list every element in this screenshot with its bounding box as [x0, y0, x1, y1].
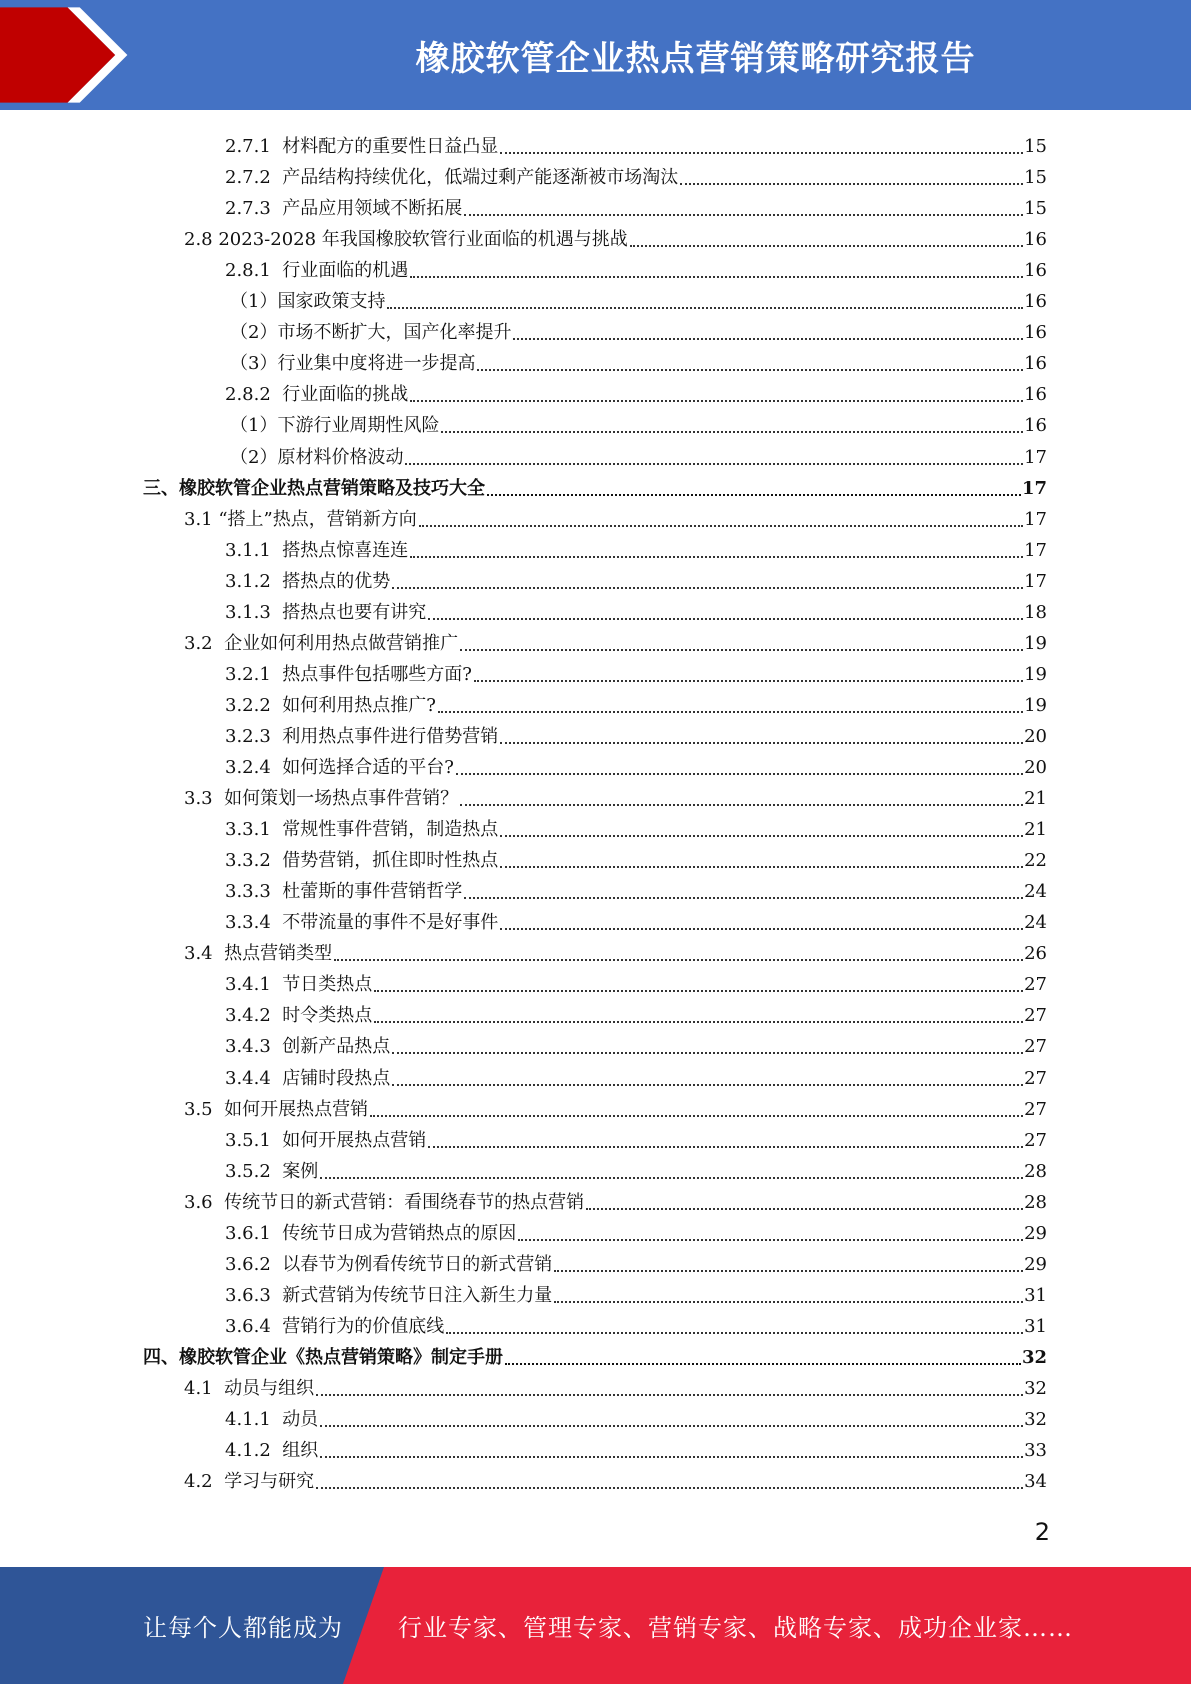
toc-dot-leader [500, 866, 1023, 868]
toc-dot-leader [500, 928, 1023, 930]
toc-dot-leader [554, 1301, 1023, 1303]
toc-entry-page: 32 [1024, 1409, 1047, 1431]
toc-entry-title: （3）行业集中度将进一步提高 [230, 353, 476, 375]
toc-entry-title: 4.1.2 组织 [225, 1440, 319, 1462]
toc-dot-leader [410, 556, 1023, 558]
toc-entry[interactable] [225, 1027, 1047, 1058]
toc-entry[interactable] [225, 1121, 1047, 1152]
toc-entry-title: 2.7.1 材料配方的重要性日益凸显 [225, 136, 499, 157]
toc-entry-page: 28 [1024, 1191, 1047, 1213]
toc-entry[interactable] [225, 1400, 1047, 1431]
toc-entry-title: 3.4.1 节日类热点 [225, 974, 373, 996]
toc-entry-title: 3.3.4 不带流量的事件不是好事件 [225, 912, 499, 934]
toc-entry-title: 3.6.2 以春节为例看传统节日的新式营销 [225, 1253, 553, 1275]
toc-dot-leader [320, 1177, 1023, 1179]
footer-slogan-left: 让每个人都能成为 [143, 1614, 343, 1642]
toc-entry-title: （2）市场不断扩大，国产化率提升 [230, 322, 512, 344]
header-arrow-decoration [0, 0, 130, 110]
toc-entry-page: 34 [1024, 1471, 1047, 1493]
toc-entry-page: 32 [1024, 1378, 1047, 1399]
toc-entry[interactable] [230, 406, 1047, 437]
toc-entry-title: 3.2.1 热点事件包括哪些方面? [225, 663, 472, 685]
toc-dot-leader [464, 897, 1023, 899]
toc-entry[interactable] [184, 500, 1047, 531]
toc-entry-title: 3.5.1 如何开展热点营销 [225, 1129, 427, 1151]
toc-entry[interactable] [225, 1059, 1047, 1090]
toc-dot-leader [320, 1425, 1023, 1427]
toc-entry-page: 24 [1024, 912, 1047, 934]
toc-entry-title: 3.6.1 传统节日成为营销热点的原因 [225, 1222, 517, 1244]
toc-entry[interactable] [184, 779, 1047, 810]
toc-dot-leader [500, 152, 1023, 154]
toc-entry-title: 2.7.2 产品结构持续优化，低端过剩产能逐渐被市场淘汰 [225, 167, 679, 189]
toc-dot-leader [428, 1146, 1023, 1148]
toc-dot-leader [460, 804, 1023, 806]
toc-entry-page: 15 [1024, 136, 1047, 157]
toc-entry[interactable] [225, 872, 1047, 903]
toc-entry-page: 18 [1024, 601, 1047, 623]
toc-entry-page: 21 [1024, 788, 1047, 810]
toc-entry-title: 3.4.3 创新产品热点 [225, 1036, 391, 1058]
toc-dot-leader [405, 463, 1023, 465]
toc-entry[interactable] [184, 1090, 1047, 1121]
toc-entry-page: 28 [1024, 1160, 1047, 1182]
toc-entry[interactable] [230, 344, 1047, 375]
page-footer [0, 1567, 1191, 1684]
toc-entry-title: 4.1 动员与组织 [184, 1378, 315, 1399]
toc-dot-leader [505, 1363, 1021, 1365]
toc-entry-page: 16 [1024, 353, 1047, 375]
toc-dot-leader [456, 773, 1023, 775]
toc-entry[interactable] [184, 220, 1047, 251]
toc-dot-leader [460, 649, 1023, 651]
toc-entry-page: 16 [1024, 415, 1047, 437]
toc-entry-title: （1）国家政策支持 [230, 291, 386, 313]
toc-entry-page: 32 [1021, 1346, 1047, 1368]
toc-entry-title: 四、橡胶软管企业《热点营销策略》制定手册 [143, 1346, 503, 1368]
toc-entry-page: 16 [1024, 229, 1047, 251]
toc-dot-leader [316, 1394, 1023, 1396]
toc-entry[interactable] [230, 282, 1047, 313]
toc-entry-title: 3.2.2 如何利用热点推广? [225, 694, 436, 716]
toc-entry-title: 3.1 “搭上”热点，营销新方向 [184, 508, 417, 530]
toc-dot-leader [586, 1208, 1023, 1210]
page-header [0, 0, 1191, 110]
toc-dot-leader [387, 307, 1023, 309]
toc-entry[interactable] [184, 1183, 1047, 1214]
toc-dot-leader [513, 338, 1023, 340]
toc-entry-page: 16 [1024, 322, 1047, 344]
toc-entry[interactable] [184, 1369, 1047, 1400]
toc-entry[interactable] [225, 593, 1047, 624]
toc-entry-page: 19 [1024, 694, 1047, 716]
toc-entry[interactable] [225, 1245, 1047, 1276]
toc-dot-leader [334, 959, 1023, 961]
toc-dot-leader [464, 214, 1023, 216]
toc-entry[interactable] [230, 313, 1047, 344]
toc-dot-leader [392, 1084, 1023, 1086]
toc-entry[interactable] [184, 934, 1047, 965]
toc-entry[interactable] [225, 562, 1047, 593]
toc-entry[interactable] [225, 1431, 1047, 1462]
toc-entry-page: 20 [1024, 725, 1047, 747]
toc-entry[interactable] [230, 438, 1047, 469]
toc-entry-page: 21 [1024, 819, 1047, 841]
toc-entry[interactable] [225, 810, 1047, 841]
toc-entry-title: （2）原材料价格波动 [230, 446, 404, 468]
toc-entry-page: 29 [1024, 1222, 1047, 1244]
page-number: 2 [1034, 1518, 1050, 1546]
toc-entry-title: 3.5.2 案例 [225, 1160, 319, 1182]
toc-entry-page: 17 [1024, 446, 1047, 468]
toc-dot-leader [446, 1332, 1023, 1334]
toc-entry[interactable] [143, 1338, 1047, 1369]
toc-dot-leader [320, 1456, 1023, 1458]
toc-entry[interactable] [225, 1214, 1047, 1245]
toc-entry-page: 20 [1024, 757, 1047, 778]
toc-entry-page: 24 [1024, 881, 1047, 903]
toc-dot-leader [487, 494, 1021, 496]
toc-entry-page: 31 [1024, 1315, 1047, 1337]
toc-entry[interactable] [225, 841, 1047, 872]
toc-entry-page: 15 [1024, 167, 1047, 189]
toc-entry[interactable] [225, 1152, 1047, 1183]
toc-entry-page: 22 [1024, 850, 1047, 872]
toc-dot-leader [441, 431, 1023, 433]
toc-entry[interactable] [225, 251, 1047, 282]
toc-entry-title: 4.1.1 动员 [225, 1409, 319, 1431]
toc-entry[interactable] [184, 1462, 1047, 1493]
toc-dot-leader [680, 183, 1023, 185]
toc-entry-title: 3.4.4 店铺时段热点 [225, 1067, 391, 1089]
toc-dot-leader [316, 1487, 1023, 1489]
toc-dot-leader [474, 680, 1023, 682]
toc-entry[interactable] [184, 624, 1047, 655]
toc-entry-title: 三、橡胶软管企业热点营销策略及技巧大全 [143, 477, 485, 499]
toc-entry[interactable] [225, 686, 1047, 717]
toc-entry-title: 3.1.3 搭热点也要有讲究 [225, 601, 427, 623]
toc-dot-leader [419, 525, 1023, 527]
toc-entry-title: 3.3.1 常规性事件营销，制造热点 [225, 819, 499, 841]
toc-dot-leader [630, 245, 1023, 247]
toc-entry-title: 2.8.2 行业面临的挑战 [225, 384, 409, 406]
toc-entry-title: 3.3 如何策划一场热点事件营销？ [184, 788, 459, 810]
toc-entry[interactable] [225, 127, 1047, 158]
toc-entry-page: 31 [1024, 1284, 1047, 1306]
toc-entry-page: 17 [1024, 508, 1047, 530]
toc-dot-leader [500, 835, 1023, 837]
toc-entry-page: 27 [1024, 974, 1047, 996]
toc-entry-title: 2.8 2023-2028 年我国橡胶软管行业面临的机遇与挑战 [184, 229, 628, 251]
toc-entry-title: 3.4.2 时令类热点 [225, 1005, 373, 1027]
toc-entry-page: 33 [1024, 1440, 1047, 1462]
toc-entry-page: 19 [1024, 632, 1047, 654]
toc-entry-page: 29 [1024, 1253, 1047, 1275]
toc-entry[interactable] [225, 655, 1047, 686]
toc-entry-title: 3.3.2 借势营销，抓住即时性热点 [225, 850, 499, 872]
document-title: 橡胶软管企业热点营销策略研究报告 [415, 38, 976, 79]
toc-entry[interactable] [225, 1307, 1047, 1338]
toc-dot-leader [500, 742, 1023, 744]
toc-entry-page: 16 [1024, 291, 1047, 313]
toc-entry-page: 27 [1024, 1036, 1047, 1058]
toc-entry[interactable] [225, 1276, 1047, 1307]
toc-entry-page: 17 [1021, 477, 1047, 499]
toc-entry-title: 3.2.3 利用热点事件进行借势营销 [225, 725, 499, 747]
toc-dot-leader [518, 1239, 1023, 1241]
footer-slogan-right: 行业专家、管理专家、营销专家、战略专家、成功企业家…… [398, 1614, 1073, 1642]
toc-entry[interactable] [225, 717, 1047, 748]
toc-entry-page: 27 [1024, 1098, 1047, 1120]
toc-entry[interactable] [225, 375, 1047, 406]
toc-entry[interactable] [225, 158, 1047, 189]
toc-entry-title: 3.6 传统节日的新式营销：看围绕春节的热点营销 [184, 1191, 585, 1213]
toc-dot-leader [392, 587, 1023, 589]
toc-entry-title: 3.6.4 营销行为的价值底线 [225, 1315, 445, 1337]
toc-entry[interactable] [225, 965, 1047, 996]
toc-entry-page: 27 [1024, 1005, 1047, 1027]
toc-entry[interactable] [225, 748, 1047, 779]
toc-entry[interactable] [225, 903, 1047, 934]
toc-entry-page: 17 [1024, 570, 1047, 592]
toc-entry[interactable] [225, 189, 1047, 220]
toc-dot-leader [374, 990, 1023, 992]
toc-entry-page: 16 [1024, 384, 1047, 406]
toc-entry-title: 3.3.3 杜蕾斯的事件营销哲学 [225, 881, 463, 903]
toc-entry[interactable] [225, 531, 1047, 562]
toc-entry[interactable] [143, 469, 1047, 500]
toc-dot-leader [410, 276, 1023, 278]
toc-entry-page: 26 [1024, 943, 1047, 965]
toc-entry-page: 19 [1024, 663, 1047, 685]
toc-entry-title: 3.1.1 搭热点惊喜连连 [225, 539, 409, 561]
toc-dot-leader [438, 711, 1023, 713]
toc-dot-leader [428, 618, 1023, 620]
toc-entry-title: 3.1.2 搭热点的优势 [225, 570, 391, 592]
toc-entry-page: 17 [1024, 539, 1047, 561]
toc-entry-title: 3.2.4 如何选择合适的平台? [225, 757, 454, 778]
toc-entry-title: 3.6.3 新式营销为传统节日注入新生力量 [225, 1284, 553, 1306]
toc-entry-title: 3.4 热点营销类型 [184, 943, 333, 965]
toc-entry[interactable] [225, 996, 1047, 1027]
toc-entry-page: 16 [1024, 260, 1047, 282]
toc-entry-title: 4.2 学习与研究 [184, 1471, 315, 1493]
toc-entry-page: 27 [1024, 1067, 1047, 1089]
toc-entry-title: 2.7.3 产品应用领域不断拓展 [225, 198, 463, 220]
toc-dot-leader [554, 1270, 1023, 1272]
toc-entry-title: （1）下游行业周期性风险 [230, 415, 440, 437]
toc-entry-title: 3.2 企业如何利用热点做营销推广 [184, 632, 459, 654]
toc-dot-leader [370, 1115, 1023, 1117]
toc-entry-page: 15 [1024, 198, 1047, 220]
toc-entry-page: 27 [1024, 1129, 1047, 1151]
toc-dot-leader [392, 1052, 1023, 1054]
toc-dot-leader [477, 369, 1023, 371]
toc-entry-title: 3.5 如何开展热点营销 [184, 1098, 369, 1120]
toc-entry-title: 2.8.1 行业面临的机遇 [225, 260, 409, 282]
toc-dot-leader [410, 400, 1023, 402]
toc-dot-leader [374, 1021, 1023, 1023]
